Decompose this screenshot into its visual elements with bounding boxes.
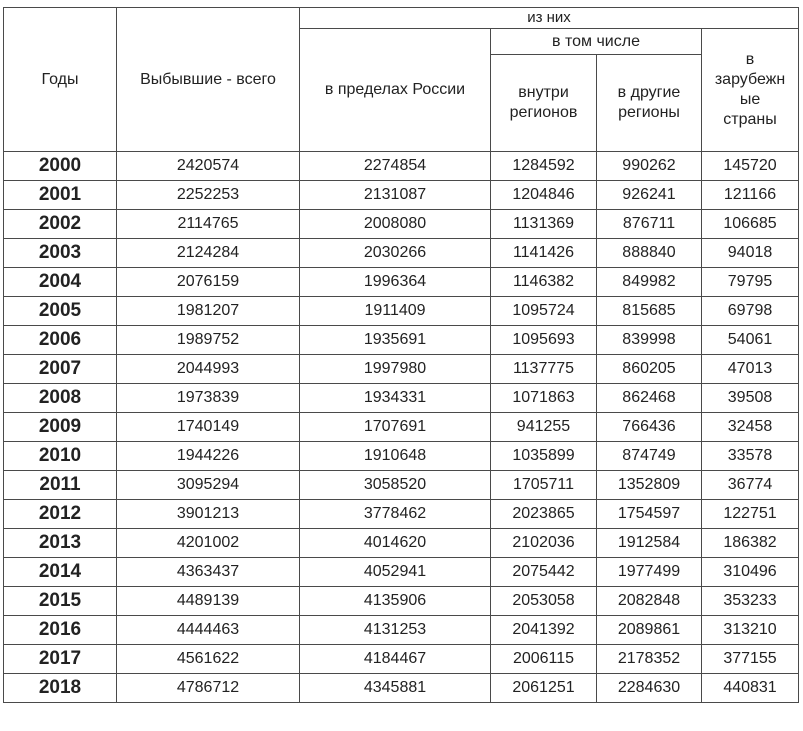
total-cell: 2252253 — [117, 181, 300, 210]
year-cell: 2009 — [4, 413, 117, 442]
within-regions-cell: 1141426 — [491, 239, 597, 268]
other-regions-cell: 849982 — [597, 268, 702, 297]
table-row — [4, 645, 799, 674]
year-cell: 2015 — [4, 587, 117, 616]
year-cell: 2005 — [4, 297, 117, 326]
table-row — [4, 239, 799, 268]
table-row — [4, 326, 799, 355]
within-regions-cell: 2006115 — [491, 645, 597, 674]
within-regions-cell: 1705711 — [491, 471, 597, 500]
in-russia-cell: 1997980 — [300, 355, 491, 384]
foreign-cell: 54061 — [702, 326, 799, 355]
foreign-cell: 33578 — [702, 442, 799, 471]
table-body — [4, 152, 799, 703]
year-cell: 2011 — [4, 471, 117, 500]
other-regions-cell: 2089861 — [597, 616, 702, 645]
table-row — [4, 181, 799, 210]
header-within-regions: внутри регионов — [491, 55, 597, 152]
other-regions-cell: 766436 — [597, 413, 702, 442]
other-regions-cell: 926241 — [597, 181, 702, 210]
header-foreign: в зарубежн ые страны — [702, 29, 799, 152]
year-cell: 2014 — [4, 558, 117, 587]
in-russia-cell: 4052941 — [300, 558, 491, 587]
other-regions-cell: 2082848 — [597, 587, 702, 616]
in-russia-cell: 1996364 — [300, 268, 491, 297]
year-cell: 2007 — [4, 355, 117, 384]
other-regions-cell: 862468 — [597, 384, 702, 413]
foreign-cell: 122751 — [702, 500, 799, 529]
within-regions-cell: 1095693 — [491, 326, 597, 355]
within-regions-cell: 1146382 — [491, 268, 597, 297]
total-cell: 2420574 — [117, 152, 300, 181]
table-row — [4, 384, 799, 413]
within-regions-cell: 1095724 — [491, 297, 597, 326]
foreign-cell: 145720 — [702, 152, 799, 181]
in-russia-cell: 3058520 — [300, 471, 491, 500]
within-regions-cell: 2023865 — [491, 500, 597, 529]
total-cell: 1981207 — [117, 297, 300, 326]
foreign-cell: 69798 — [702, 297, 799, 326]
foreign-cell: 377155 — [702, 645, 799, 674]
table-row — [4, 152, 799, 181]
year-cell: 2000 — [4, 152, 117, 181]
table-row — [4, 268, 799, 297]
foreign-cell: 440831 — [702, 674, 799, 703]
within-regions-cell: 2061251 — [491, 674, 597, 703]
table-row — [4, 413, 799, 442]
other-regions-cell: 860205 — [597, 355, 702, 384]
year-cell: 2018 — [4, 674, 117, 703]
foreign-cell: 94018 — [702, 239, 799, 268]
year-cell: 2003 — [4, 239, 117, 268]
header-in-russia: в пределах России — [300, 29, 491, 152]
in-russia-cell: 2131087 — [300, 181, 491, 210]
total-cell: 2124284 — [117, 239, 300, 268]
total-cell: 4561622 — [117, 645, 300, 674]
year-cell: 2012 — [4, 500, 117, 529]
header-years: Годы — [4, 8, 117, 152]
in-russia-cell: 4135906 — [300, 587, 491, 616]
table-row — [4, 210, 799, 239]
foreign-cell: 186382 — [702, 529, 799, 558]
other-regions-cell: 2178352 — [597, 645, 702, 674]
total-cell: 4444463 — [117, 616, 300, 645]
in-russia-cell: 4184467 — [300, 645, 491, 674]
total-cell: 1989752 — [117, 326, 300, 355]
total-cell: 2076159 — [117, 268, 300, 297]
in-russia-cell: 1910648 — [300, 442, 491, 471]
in-russia-cell: 4345881 — [300, 674, 491, 703]
table-row — [4, 297, 799, 326]
other-regions-cell: 990262 — [597, 152, 702, 181]
other-regions-cell: 888840 — [597, 239, 702, 268]
in-russia-cell: 2030266 — [300, 239, 491, 268]
other-regions-cell: 2284630 — [597, 674, 702, 703]
table-row — [4, 355, 799, 384]
within-regions-cell: 941255 — [491, 413, 597, 442]
in-russia-cell: 1707691 — [300, 413, 491, 442]
in-russia-cell: 2274854 — [300, 152, 491, 181]
migration-table — [3, 7, 799, 703]
within-regions-cell: 2075442 — [491, 558, 597, 587]
other-regions-cell: 876711 — [597, 210, 702, 239]
within-regions-cell: 1284592 — [491, 152, 597, 181]
total-cell: 1944226 — [117, 442, 300, 471]
foreign-cell: 39508 — [702, 384, 799, 413]
total-cell: 4363437 — [117, 558, 300, 587]
total-cell: 1973839 — [117, 384, 300, 413]
table-row — [4, 500, 799, 529]
foreign-cell: 36774 — [702, 471, 799, 500]
year-cell: 2006 — [4, 326, 117, 355]
foreign-cell: 47013 — [702, 355, 799, 384]
table-row — [4, 674, 799, 703]
total-cell: 3901213 — [117, 500, 300, 529]
other-regions-cell: 1754597 — [597, 500, 702, 529]
table-row — [4, 442, 799, 471]
within-regions-cell: 2041392 — [491, 616, 597, 645]
year-cell: 2017 — [4, 645, 117, 674]
header-other-regions: в другие регионы — [597, 55, 702, 152]
total-cell: 1740149 — [117, 413, 300, 442]
other-regions-cell: 1977499 — [597, 558, 702, 587]
total-cell: 2114765 — [117, 210, 300, 239]
other-regions-cell: 874749 — [597, 442, 702, 471]
in-russia-cell: 3778462 — [300, 500, 491, 529]
total-cell: 2044993 — [117, 355, 300, 384]
other-regions-cell: 839998 — [597, 326, 702, 355]
in-russia-cell: 4014620 — [300, 529, 491, 558]
other-regions-cell: 815685 — [597, 297, 702, 326]
header-including: в том числе — [491, 29, 702, 55]
year-cell: 2010 — [4, 442, 117, 471]
table-row — [4, 587, 799, 616]
other-regions-cell: 1352809 — [597, 471, 702, 500]
foreign-cell: 353233 — [702, 587, 799, 616]
within-regions-cell: 1035899 — [491, 442, 597, 471]
in-russia-cell: 2008080 — [300, 210, 491, 239]
total-cell: 4489139 — [117, 587, 300, 616]
year-cell: 2013 — [4, 529, 117, 558]
in-russia-cell: 1935691 — [300, 326, 491, 355]
other-regions-cell: 1912584 — [597, 529, 702, 558]
table-row — [4, 471, 799, 500]
within-regions-cell: 1137775 — [491, 355, 597, 384]
within-regions-cell: 1071863 — [491, 384, 597, 413]
year-cell: 2001 — [4, 181, 117, 210]
total-cell: 4786712 — [117, 674, 300, 703]
year-cell: 2004 — [4, 268, 117, 297]
within-regions-cell: 1204846 — [491, 181, 597, 210]
foreign-cell: 121166 — [702, 181, 799, 210]
foreign-cell: 310496 — [702, 558, 799, 587]
header-total: Выбывшие - всего — [117, 8, 300, 152]
header-of-them: из них — [300, 8, 799, 29]
foreign-cell: 79795 — [702, 268, 799, 297]
year-cell: 2008 — [4, 384, 117, 413]
in-russia-cell: 1911409 — [300, 297, 491, 326]
total-cell: 4201002 — [117, 529, 300, 558]
in-russia-cell: 4131253 — [300, 616, 491, 645]
within-regions-cell: 2102036 — [491, 529, 597, 558]
foreign-cell: 106685 — [702, 210, 799, 239]
year-cell: 2016 — [4, 616, 117, 645]
in-russia-cell: 1934331 — [300, 384, 491, 413]
table-row — [4, 616, 799, 645]
table-row — [4, 529, 799, 558]
table-header — [4, 8, 799, 152]
year-cell: 2002 — [4, 210, 117, 239]
foreign-cell: 32458 — [702, 413, 799, 442]
table-row — [4, 558, 799, 587]
within-regions-cell: 1131369 — [491, 210, 597, 239]
foreign-cell: 313210 — [702, 616, 799, 645]
total-cell: 3095294 — [117, 471, 300, 500]
within-regions-cell: 2053058 — [491, 587, 597, 616]
